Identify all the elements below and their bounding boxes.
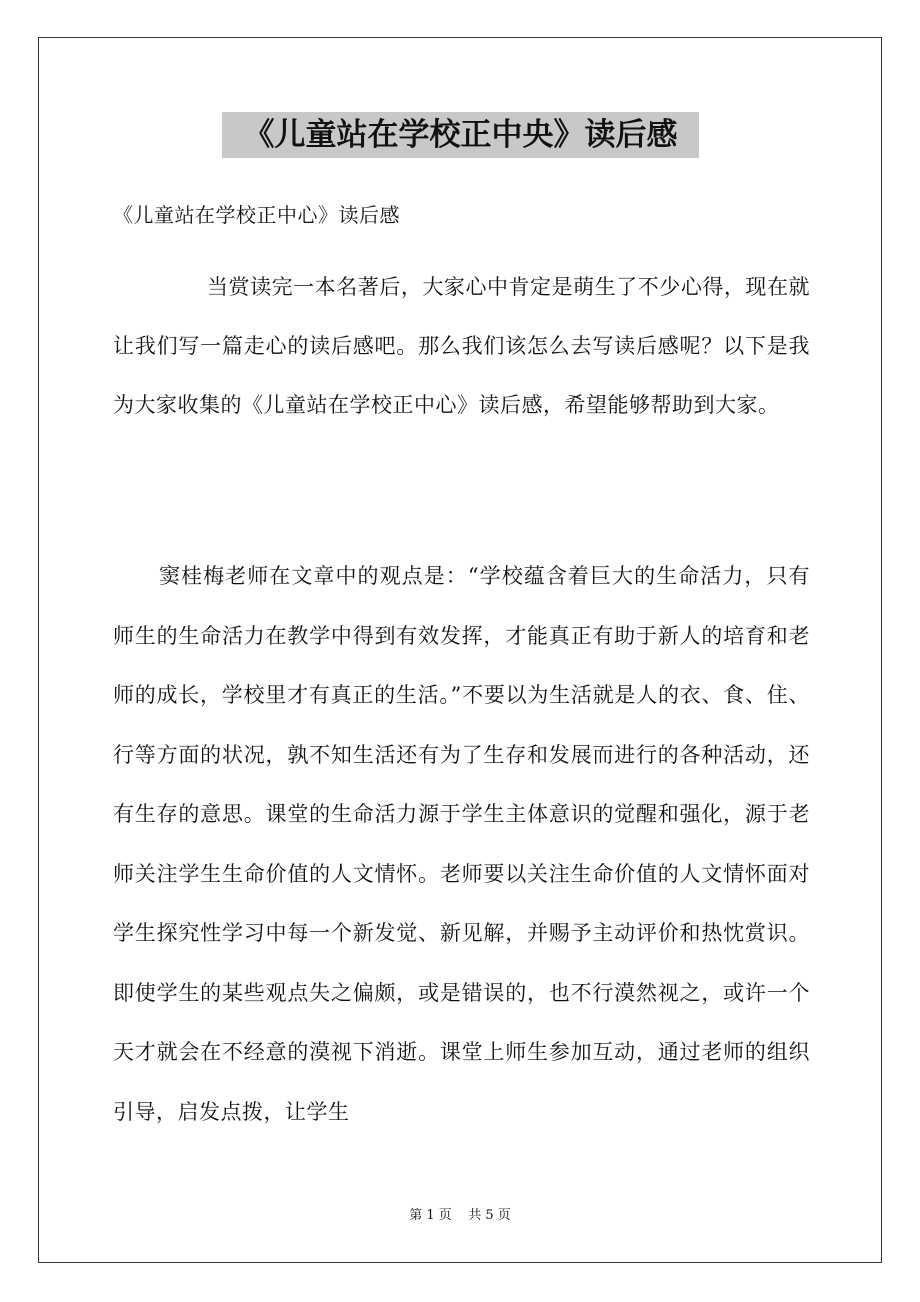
page-number-footer: 第 1 页 共 5 页 (409, 1208, 511, 1223)
document-subtitle: 《儿童站在学校正中心》读后感 (113, 203, 400, 227)
intro-paragraph: 当赏读完一本名著后，大家心中肯定是萌生了不少心得，现在就让我们写一篇走心的读后感吧。那么我们该怎么去写读后感呢？以下是我为大家收集的《儿童站在学校正中心》读后感，希望能够帮助到大家。 (113, 275, 810, 417)
document-title: 《儿童站在学校正中央》读后感 (222, 112, 699, 158)
body-paragraph: 窦桂梅老师在文章中的观点是：“学校蕴含着巨大的生命活力，只有师生的生命活力在教学中得到有效发挥，才能真正有助于新人的培育和老师的成长，学校里才有真正的生活。”不要以为生活就是人的衣、食、住、行等方面的状况，孰不知生活还有为了生存和发展而进行的各种活动，还有生存的意思。课堂的生命活力源于学生主体意识的觉醒和强化，源于老师关注学生生命价值的人文情怀。老师要以关注生命价值的人文情怀面对学生探究性学习中每一个新发觉、新见解，并赐予主动评价和热忱赏识。即使学生的某些观点失之偏颇，或是错误的，也不行漠然视之，或许一个天才就会在不经意的漠视下消逝。课堂上师生参加互动，通过老师的组织引导，启发点拨，让学生 (113, 564, 810, 1124)
